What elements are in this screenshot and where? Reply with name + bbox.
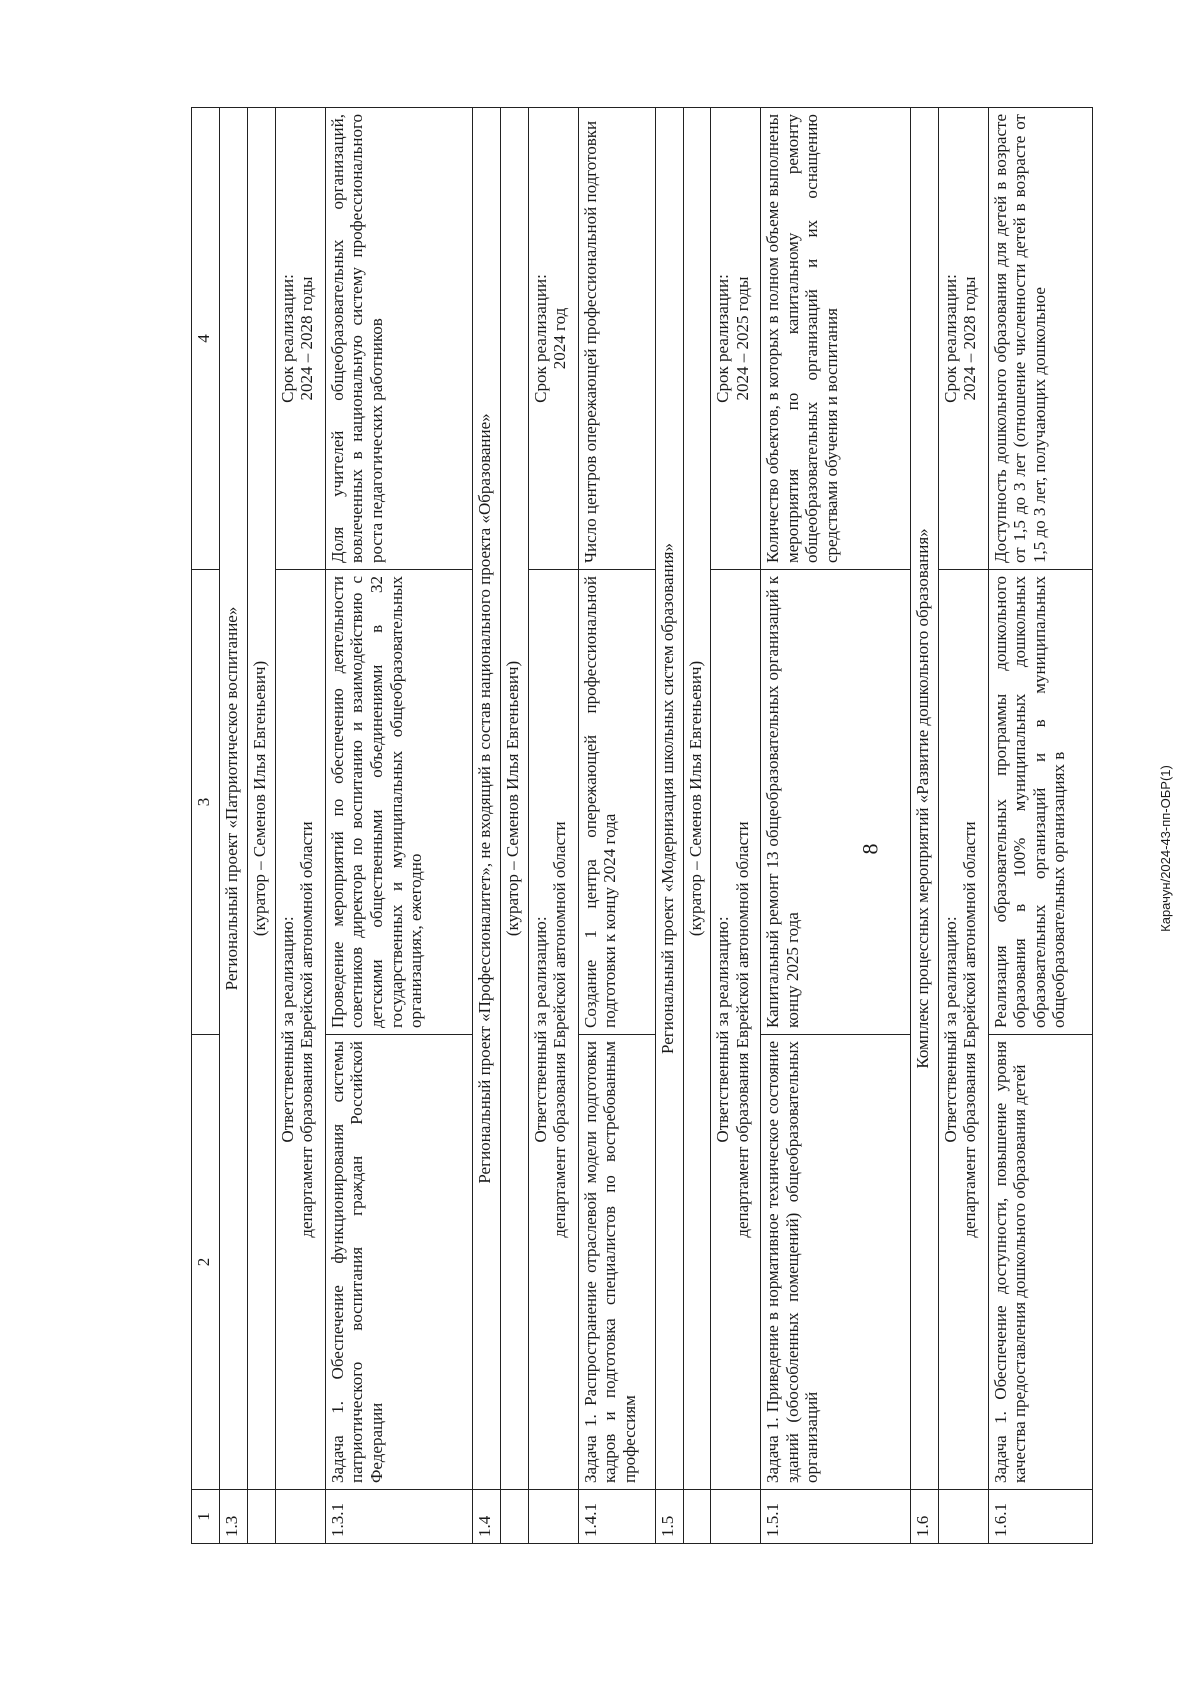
task-indicator: Доля учителей общеобразовательных организаций, вовлеченных в национальную систему профессионального роста педагогических работников	[325, 108, 472, 570]
page-number: 8	[857, 843, 882, 854]
term-text: Срок реализации: 2024 – 2028 годы	[938, 108, 988, 570]
task-result: Капитальный ремонт 13 общеобразовательных организаций к концу 2025 года	[761, 570, 911, 1035]
task-description: Задача 1. Обеспечение доступности, повышение уровня качества предоставления дошкольного образования детей	[988, 1035, 1092, 1490]
curator-row	[248, 108, 276, 1544]
task-description: Задача 1. Обеспечение функционирования системы патриотического воспитания граждан Российской Федерации	[325, 1035, 472, 1490]
responsible-row	[528, 108, 578, 1544]
section-row	[220, 108, 248, 1544]
task-result: Реализация образовательных программы дошкольного образования в 100% муниципальных дошкольных образовательных организаций и в муниципальных общеобразовательных организациях в	[988, 570, 1092, 1035]
header-col-1: 1	[192, 1490, 220, 1544]
task-indicator: Количество объектов, в которых в полном объеме выполнены мероприятия по капитальному ремонту общеобразовательных организаций и их оснащению средствами обучения и воспитания	[761, 108, 911, 570]
section-row	[655, 108, 683, 1544]
term-text: Срок реализации: 2024 – 2028 годы	[275, 108, 325, 570]
term-text: Срок реализации: 2024 – 2025 годы	[711, 108, 761, 570]
section-row	[910, 108, 938, 1544]
section-title: Комплекс процессных мероприятий «Развитие дошкольного образования»	[910, 108, 938, 1490]
term-text: Срок реализации: 2024 год	[528, 108, 578, 570]
responsible-row	[275, 108, 325, 1544]
responsible-text: Ответственный за реализацию: департамент образования Еврейской автономной области	[711, 570, 761, 1490]
curator-row	[500, 108, 528, 1544]
document-code: Карачун/2024-43-пп-ОБР(1)	[1157, 765, 1173, 932]
section-number: 1.5	[655, 1490, 683, 1544]
section-title: Региональный проект «Профессионалитет», не входящий в состав национального проекта «Образование»	[473, 108, 501, 1490]
section-title: Региональный проект «Патриотическое воспитание»	[220, 108, 248, 1490]
task-row	[325, 108, 472, 1544]
task-number: 1.4.1	[578, 1490, 655, 1544]
task-indicator: Доступность дошкольного образования для детей в возрасте от 1,5 до 3 лет (отношение численности детей в возрасте от 1,5 до 3 лет, получающих дошкольное	[988, 108, 1092, 570]
responsible-text: Ответственный за реализацию: департамент образования Еврейской автономной области	[528, 570, 578, 1490]
program-table	[191, 108, 1093, 1544]
header-col-4: 4	[192, 108, 220, 570]
task-row	[988, 108, 1092, 1544]
task-result: Создание 1 центра опережающей профессиональной подготовки к концу 2024 года	[578, 570, 655, 1035]
header-col-2: 2	[192, 1035, 220, 1490]
task-result: Проведение мероприятий по обеспечению деятельности советников директора по воспитанию и взаимодействию с детскими общественными объединениями в 32 государственных и муниципальных общеобразовательных организациях, ежегодно	[325, 570, 472, 1035]
curator-text: (куратор – Семенов Илья Евгеньевич)	[683, 108, 711, 1490]
responsible-row	[711, 108, 761, 1544]
section-number: 1.3	[220, 1490, 248, 1544]
task-description: Задача 1. Распространение отраслевой модели подготовки кадров и подготовка специалистов по востребованным профессиям	[578, 1035, 655, 1490]
task-row	[761, 108, 911, 1544]
section-row	[473, 108, 501, 1544]
task-number: 1.5.1	[761, 1490, 911, 1544]
responsible-text: Ответственный за реализацию: департамент образования Еврейской автономной области	[275, 570, 325, 1490]
header-row	[192, 108, 220, 1544]
task-number: 1.3.1	[325, 1490, 472, 1544]
curator-text: (куратор – Семенов Илья Евгеньевич)	[500, 108, 528, 1490]
responsible-text: Ответственный за реализацию: департамент образования Еврейской автономной области	[938, 570, 988, 1490]
task-indicator: Число центров опережающей профессиональной подготовки	[578, 108, 655, 570]
section-number: 1.6	[910, 1490, 938, 1544]
task-row	[578, 108, 655, 1544]
section-number: 1.4	[473, 1490, 501, 1544]
task-number: 1.6.1	[988, 1490, 1092, 1544]
section-title: Региональный проект «Модернизация школьных систем образования»	[655, 108, 683, 1490]
curator-row	[683, 108, 711, 1544]
task-description: Задача 1. Приведение в нормативное техническое состояние зданий (обособленных помещений) общеобразовательных организаций	[761, 1035, 911, 1490]
header-col-3: 3	[192, 570, 220, 1035]
responsible-row	[938, 108, 988, 1544]
curator-text: (куратор – Семенов Илья Евгеньевич)	[248, 108, 276, 1490]
